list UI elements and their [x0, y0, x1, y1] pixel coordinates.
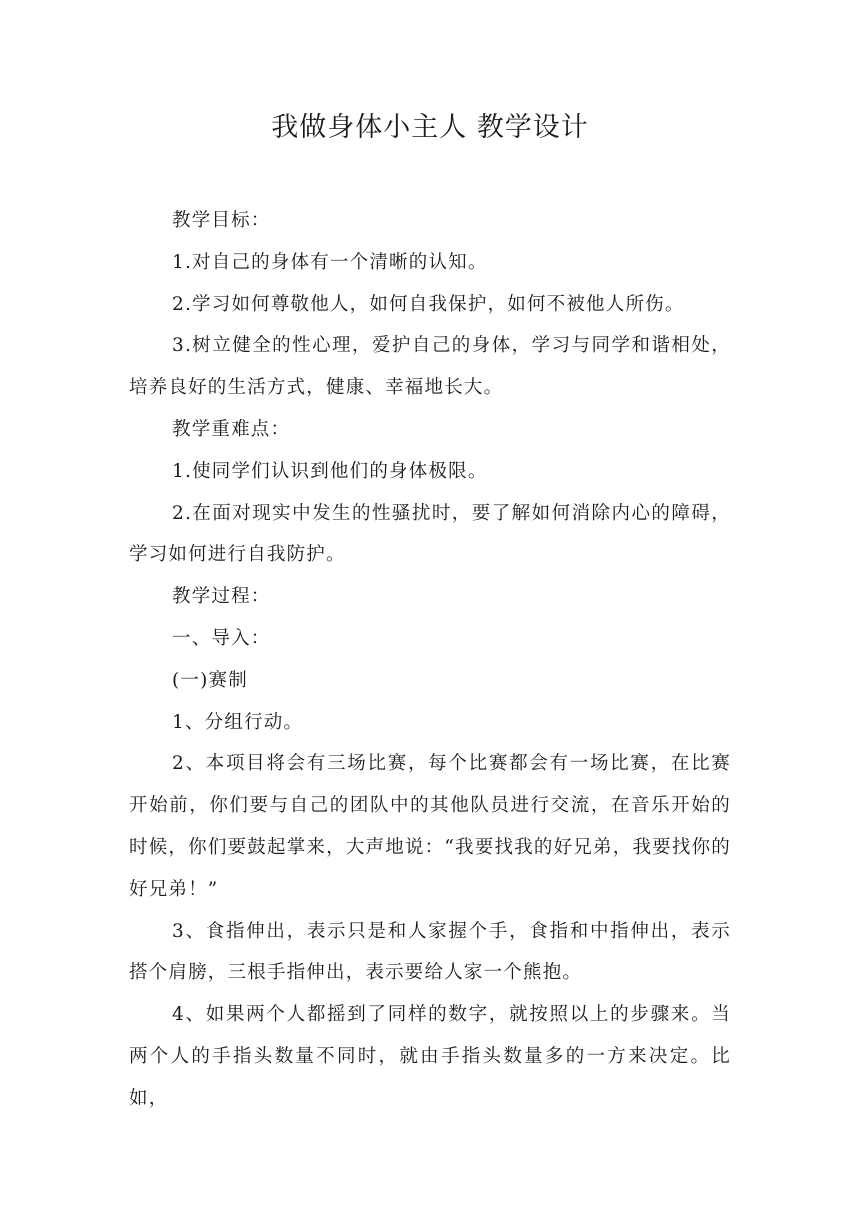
paragraph-objective-2: 2.学习如何尊敬他人，如何自我保护，如何不被他人所伤。 — [172, 293, 685, 315]
document-title: 我做身体小主人 教学设计 — [271, 112, 589, 143]
paragraph-objective-1: 1.对自己的身体有一个清晰的认知。 — [172, 251, 488, 273]
paragraph-objectives-heading: 教学目标： — [172, 210, 271, 231]
paragraph-rule-3: 3、食指伸出，表示只是和人家握个手，食指和中指伸出，表示搭个肩膀，三根手指伸出，表示要给人家一个熊抱。 — [129, 920, 731, 984]
paragraph-subsection-rules: (一)赛制 — [172, 669, 248, 691]
paragraph-rule-2: 2、本项目将会有三场比赛，每个比赛都会有一场比赛，在比赛开始前，你们要与自己的团队中的其他队员进行交流，在音乐开始的时候，你们要鼓起掌来，大声地说：“我要找我的好兄弟，我要找你的好兄弟！” — [129, 753, 731, 900]
paragraph-keypoint-1: 1.使同学们认识到他们的身体极限。 — [172, 460, 488, 482]
paragraph-rule-1: 1、分组行动。 — [172, 711, 304, 733]
paragraph-section-intro: 一、导入： — [172, 627, 271, 649]
paragraph-objective-3: 3.树立健全的性心理，爱护自己的身体，学习与同学和谐相处，培养良好的生活方式，健康、幸福地长大。 — [129, 335, 731, 399]
paragraph-keypoint-2: 2.在面对现实中发生的性骚扰时，要了解如何消除内心的障碍，学习如何进行自我防护。 — [129, 502, 731, 566]
paragraph-process-heading: 教学过程： — [172, 586, 271, 608]
paragraph-rule-4: 4、如果两个人都摇到了同样的数字，就按照以上的步骤来。当两个人的手指头数量不同时，就由手指头数量多的一方来决定。比如， — [129, 1004, 731, 1109]
paragraph-keypoints-heading: 教学重难点： — [172, 418, 291, 440]
document-body — [129, 200, 731, 1120]
